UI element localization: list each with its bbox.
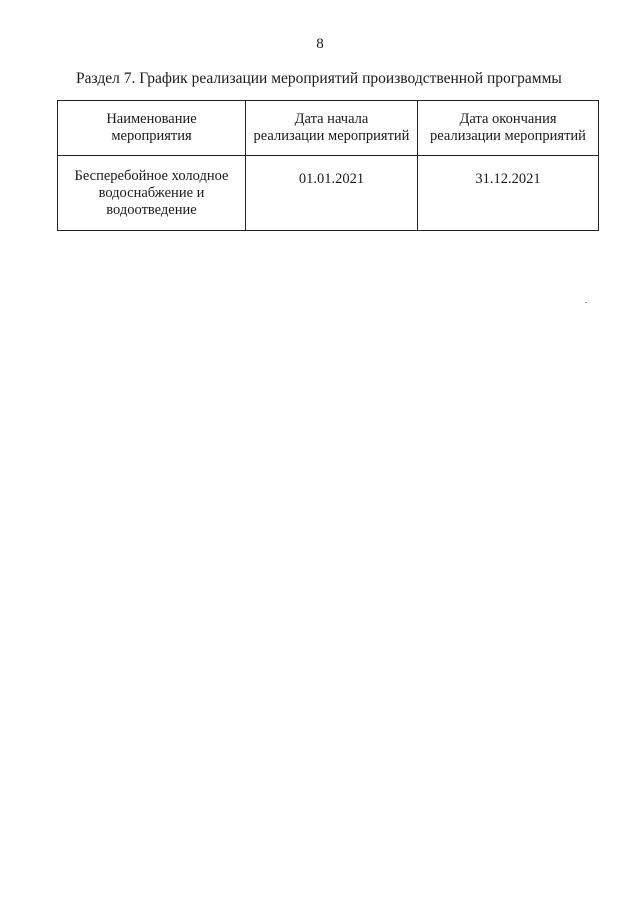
section-title: Раздел 7. График реализации мероприятий производственной программы (76, 70, 562, 87)
table-header-row (58, 101, 599, 156)
header-end-line-2: реализации мероприятий (430, 128, 586, 144)
activity-name-line-1: Бесперебойное холодное (74, 167, 229, 184)
header-name-line-2: мероприятия (111, 128, 192, 144)
header-start-line-2: реализации мероприятий (253, 128, 410, 144)
page-number: 8 (316, 36, 324, 52)
table-header (58, 101, 599, 156)
end-date-value: 31.12.2021 (475, 170, 541, 187)
start-date-value: 01.01.2021 (298, 170, 365, 187)
header-end-line-1: Дата окончания (459, 111, 557, 127)
scan-speck (585, 302, 587, 303)
header-name-line-1: Наименование (106, 111, 197, 127)
cell-start-date (246, 156, 418, 231)
header-cell-start-date (246, 101, 418, 156)
schedule-table (57, 100, 599, 231)
activity-name-line-2: водоснабжение и (98, 184, 205, 201)
header-start-line-1: Дата начала (294, 111, 369, 127)
table-body (58, 156, 599, 231)
header-cell-end-date (418, 101, 599, 156)
activity-name-line-3: водоотведение (106, 201, 197, 218)
cell-end-date (418, 156, 599, 231)
table-row (58, 156, 599, 231)
header-cell-name (58, 101, 246, 156)
cell-activity-name (58, 156, 246, 231)
